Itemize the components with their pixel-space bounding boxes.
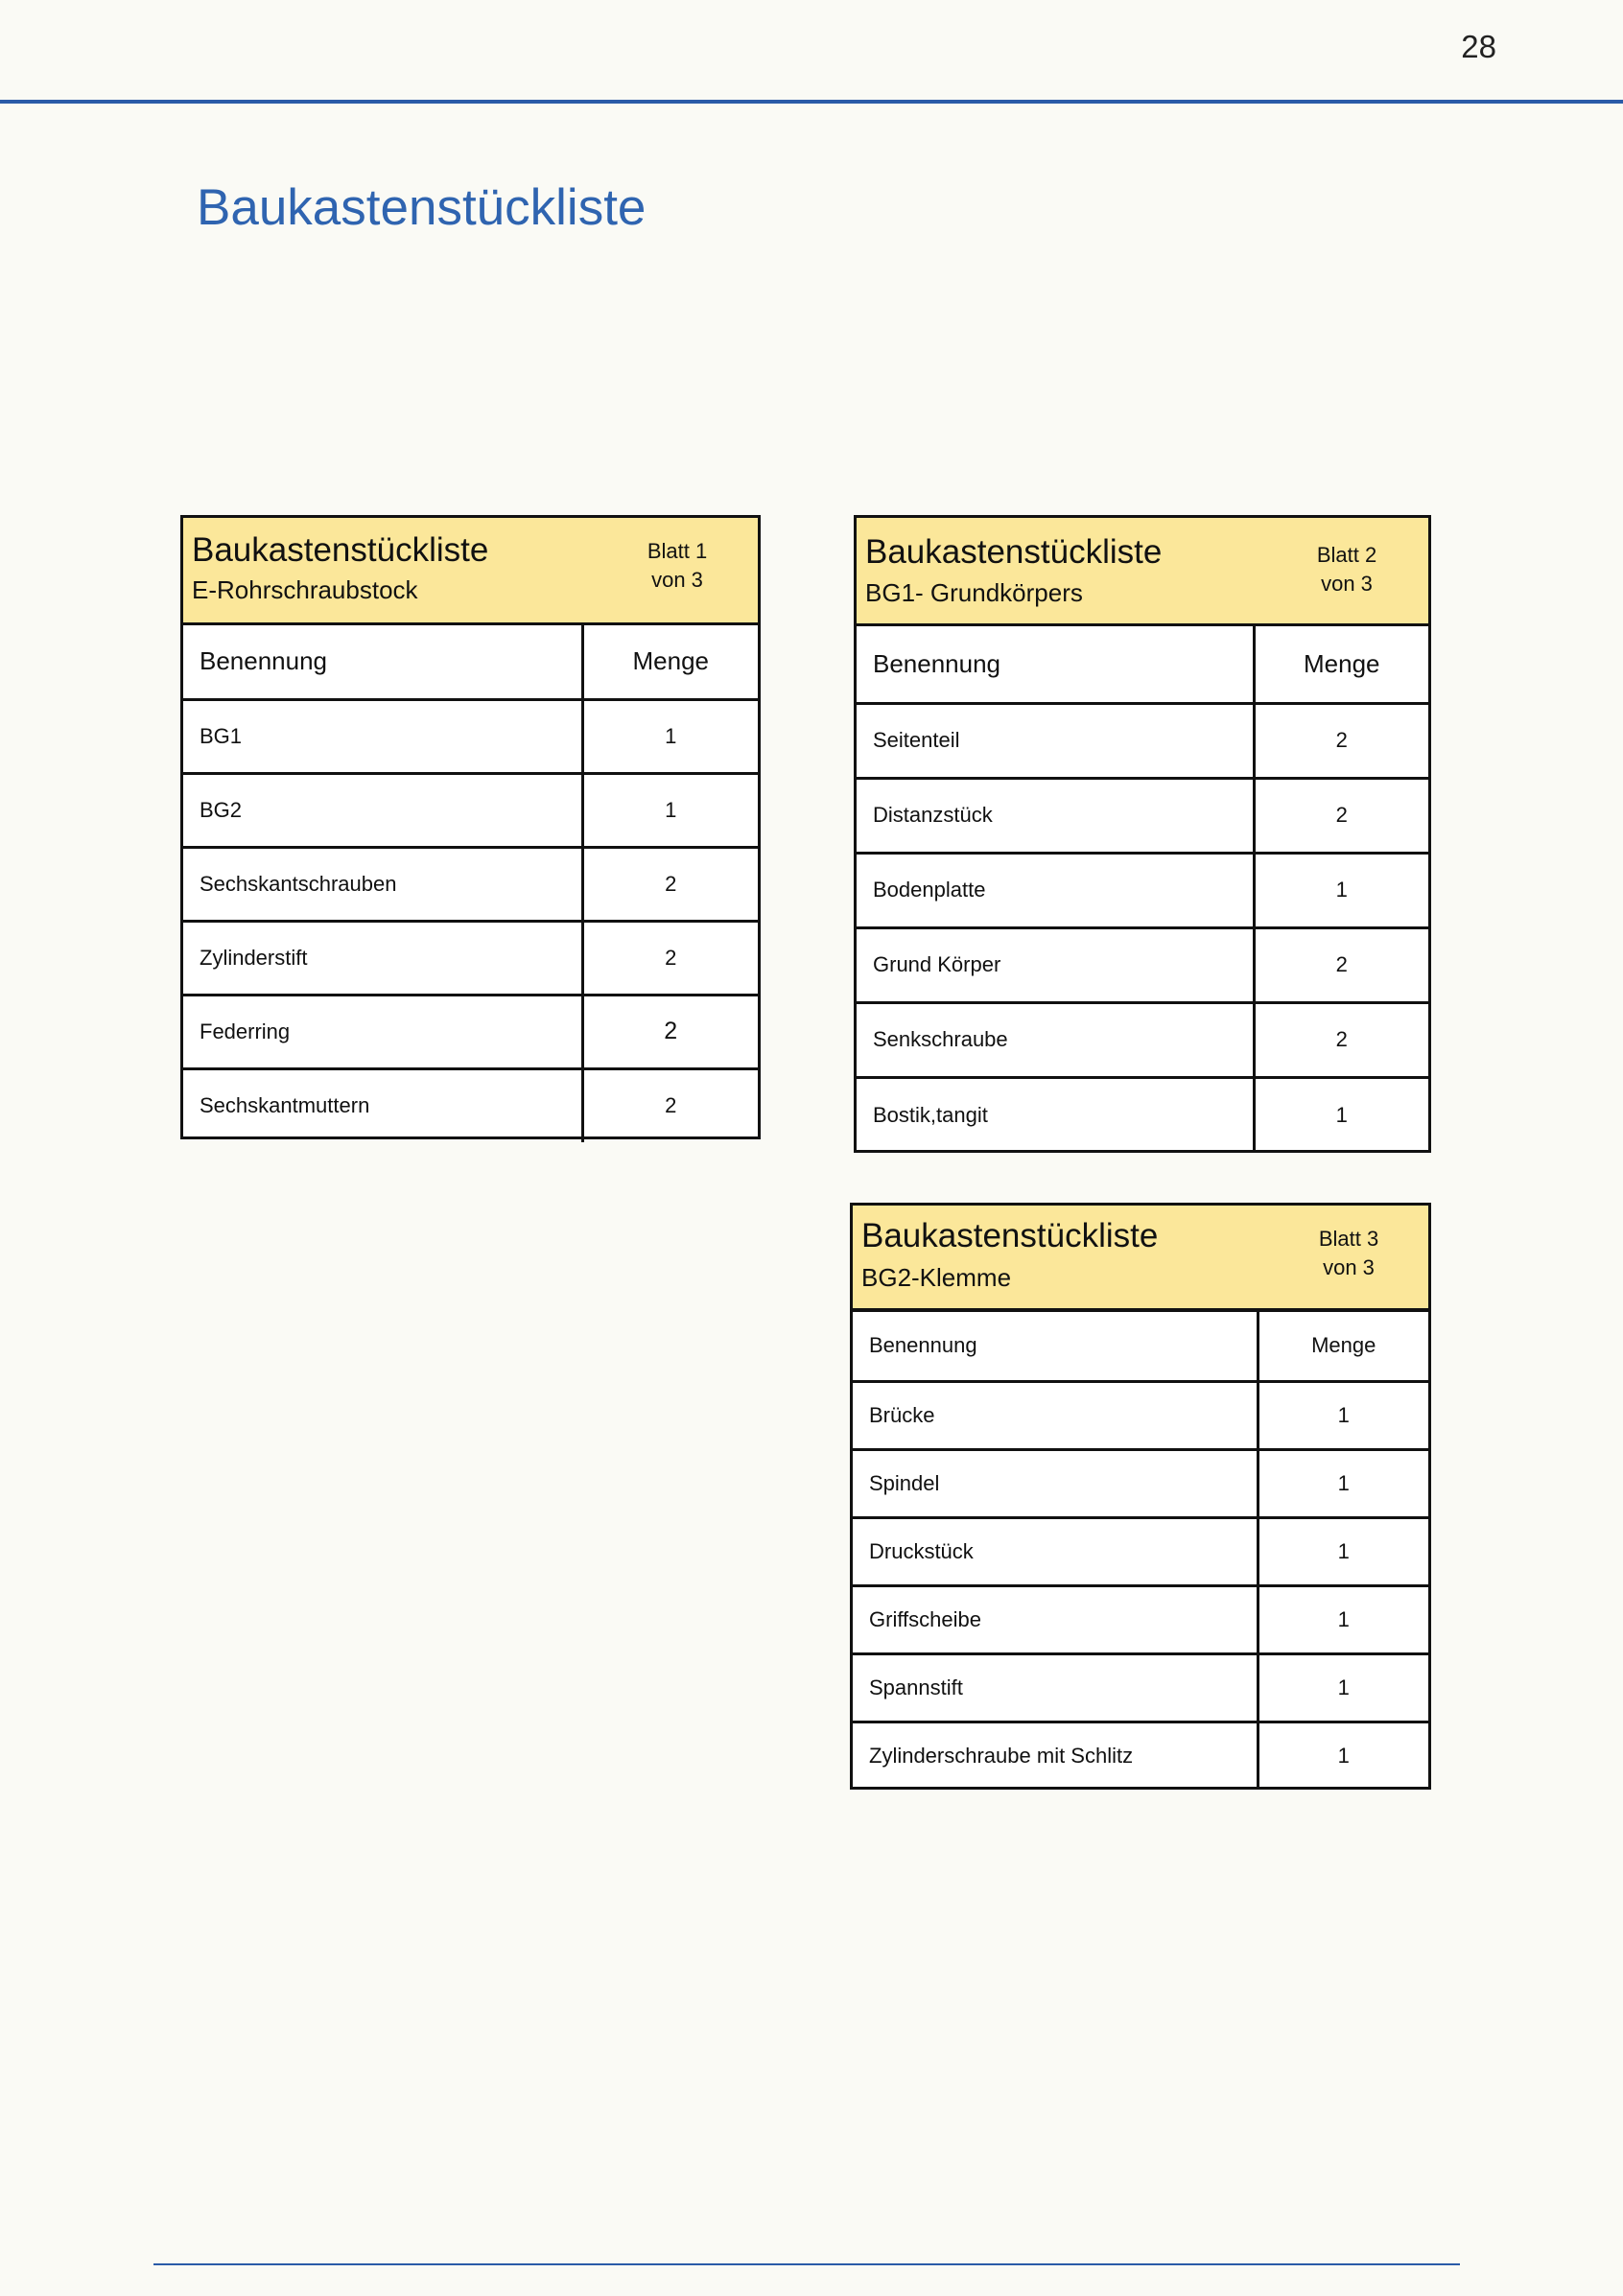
sheet-number: Blatt 1 (647, 539, 708, 563)
table-row (857, 703, 1428, 778)
sheet-indicator (1296, 1225, 1401, 1282)
table-row (853, 1722, 1428, 1790)
column-header-quantity: Menge (582, 625, 758, 699)
part-name: Sechskantmuttern (183, 1068, 582, 1142)
part-quantity: 1 (1254, 1077, 1428, 1152)
part-name: Distanzstück (857, 778, 1254, 853)
part-name: BG1 (183, 699, 582, 773)
part-name: Grund Körper (857, 927, 1254, 1002)
table-row (857, 927, 1428, 1002)
parts-list-title: Baukastenstückliste (192, 531, 489, 569)
parts-table (857, 626, 1428, 1152)
sheet-total: von 3 (651, 568, 703, 592)
table-row (183, 921, 758, 995)
part-name: Federring (183, 995, 582, 1068)
table-row (853, 1449, 1428, 1517)
page-number: 28 (1461, 29, 1496, 64)
table-row (183, 773, 758, 847)
column-header-quantity: Menge (1258, 1312, 1428, 1381)
part-name: Druckstück (853, 1517, 1258, 1585)
column-header-name: Benennung (857, 626, 1254, 703)
table-row (857, 778, 1428, 853)
sheet-indicator (1294, 541, 1400, 598)
part-name: Seitenteil (857, 703, 1254, 778)
page-title: Baukastenstückliste (197, 179, 647, 236)
part-quantity: 1 (1254, 853, 1428, 927)
table-row (853, 1653, 1428, 1722)
parts-list-subtitle: BG2-Klemme (861, 1263, 1012, 1292)
part-quantity: 2 (1254, 778, 1428, 853)
part-quantity: 1 (1258, 1722, 1428, 1790)
parts-list-title: Baukastenstückliste (861, 1217, 1159, 1254)
part-name: Spannstift (853, 1653, 1258, 1722)
table-row (853, 1381, 1428, 1449)
parts-table (853, 1312, 1428, 1790)
parts-list-subtitle: E-Rohrschraubstock (192, 575, 418, 604)
table-header-row (853, 1312, 1428, 1381)
parts-list-header (857, 518, 1428, 626)
part-name: Bostik,tangit (857, 1077, 1254, 1152)
part-name: Zylinderstift (183, 921, 582, 995)
table-row (857, 853, 1428, 927)
parts-list-header (853, 1206, 1428, 1312)
part-quantity: 2 (582, 847, 758, 921)
part-quantity: 2 (1254, 703, 1428, 778)
part-quantity: 2 (1254, 1002, 1428, 1077)
part-quantity: 2 (582, 1068, 758, 1142)
parts-list-header (183, 518, 758, 625)
sheet-total: von 3 (1323, 1255, 1375, 1279)
parts-list-sheet-3 (850, 1203, 1431, 1790)
column-header-quantity: Menge (1254, 626, 1428, 703)
part-name: Brücke (853, 1381, 1258, 1449)
part-name: BG2 (183, 773, 582, 847)
part-name: Sechskantschrauben (183, 847, 582, 921)
part-name: Zylinderschraube mit Schlitz (853, 1722, 1258, 1790)
table-row (853, 1517, 1428, 1585)
table-row (853, 1585, 1428, 1653)
part-quantity: 2 (1254, 927, 1428, 1002)
table-header-row (183, 625, 758, 699)
part-quantity: 1 (1258, 1449, 1428, 1517)
part-name: Spindel (853, 1449, 1258, 1517)
table-row (183, 995, 758, 1068)
column-header-name: Benennung (853, 1312, 1258, 1381)
parts-table (183, 625, 758, 1142)
part-quantity: 2 (582, 995, 758, 1068)
table-row (857, 1002, 1428, 1077)
part-quantity: 1 (1258, 1517, 1428, 1585)
column-header-name: Benennung (183, 625, 582, 699)
sheet-indicator (624, 537, 730, 595)
table-header-row (857, 626, 1428, 703)
sheet-number: Blatt 3 (1318, 1227, 1379, 1251)
part-name: Senkschraube (857, 1002, 1254, 1077)
part-name: Bodenplatte (857, 853, 1254, 927)
part-quantity: 1 (582, 773, 758, 847)
table-row (183, 1068, 758, 1142)
sheet-number: Blatt 2 (1316, 543, 1377, 567)
part-quantity: 2 (582, 921, 758, 995)
part-quantity: 1 (1258, 1653, 1428, 1722)
parts-list-subtitle: BG1- Grundkörpers (865, 578, 1083, 607)
header-divider (0, 100, 1623, 104)
footer-divider (153, 2263, 1460, 2265)
part-name: Griffscheibe (853, 1585, 1258, 1653)
part-quantity: 1 (582, 699, 758, 773)
part-quantity: 1 (1258, 1585, 1428, 1653)
parts-list-title: Baukastenstückliste (865, 533, 1163, 571)
sheet-total: von 3 (1321, 572, 1373, 596)
parts-list-sheet-1 (180, 515, 761, 1139)
table-row (183, 699, 758, 773)
parts-list-sheet-2 (854, 515, 1431, 1153)
table-row (857, 1077, 1428, 1152)
part-quantity: 1 (1258, 1381, 1428, 1449)
table-row (183, 847, 758, 921)
